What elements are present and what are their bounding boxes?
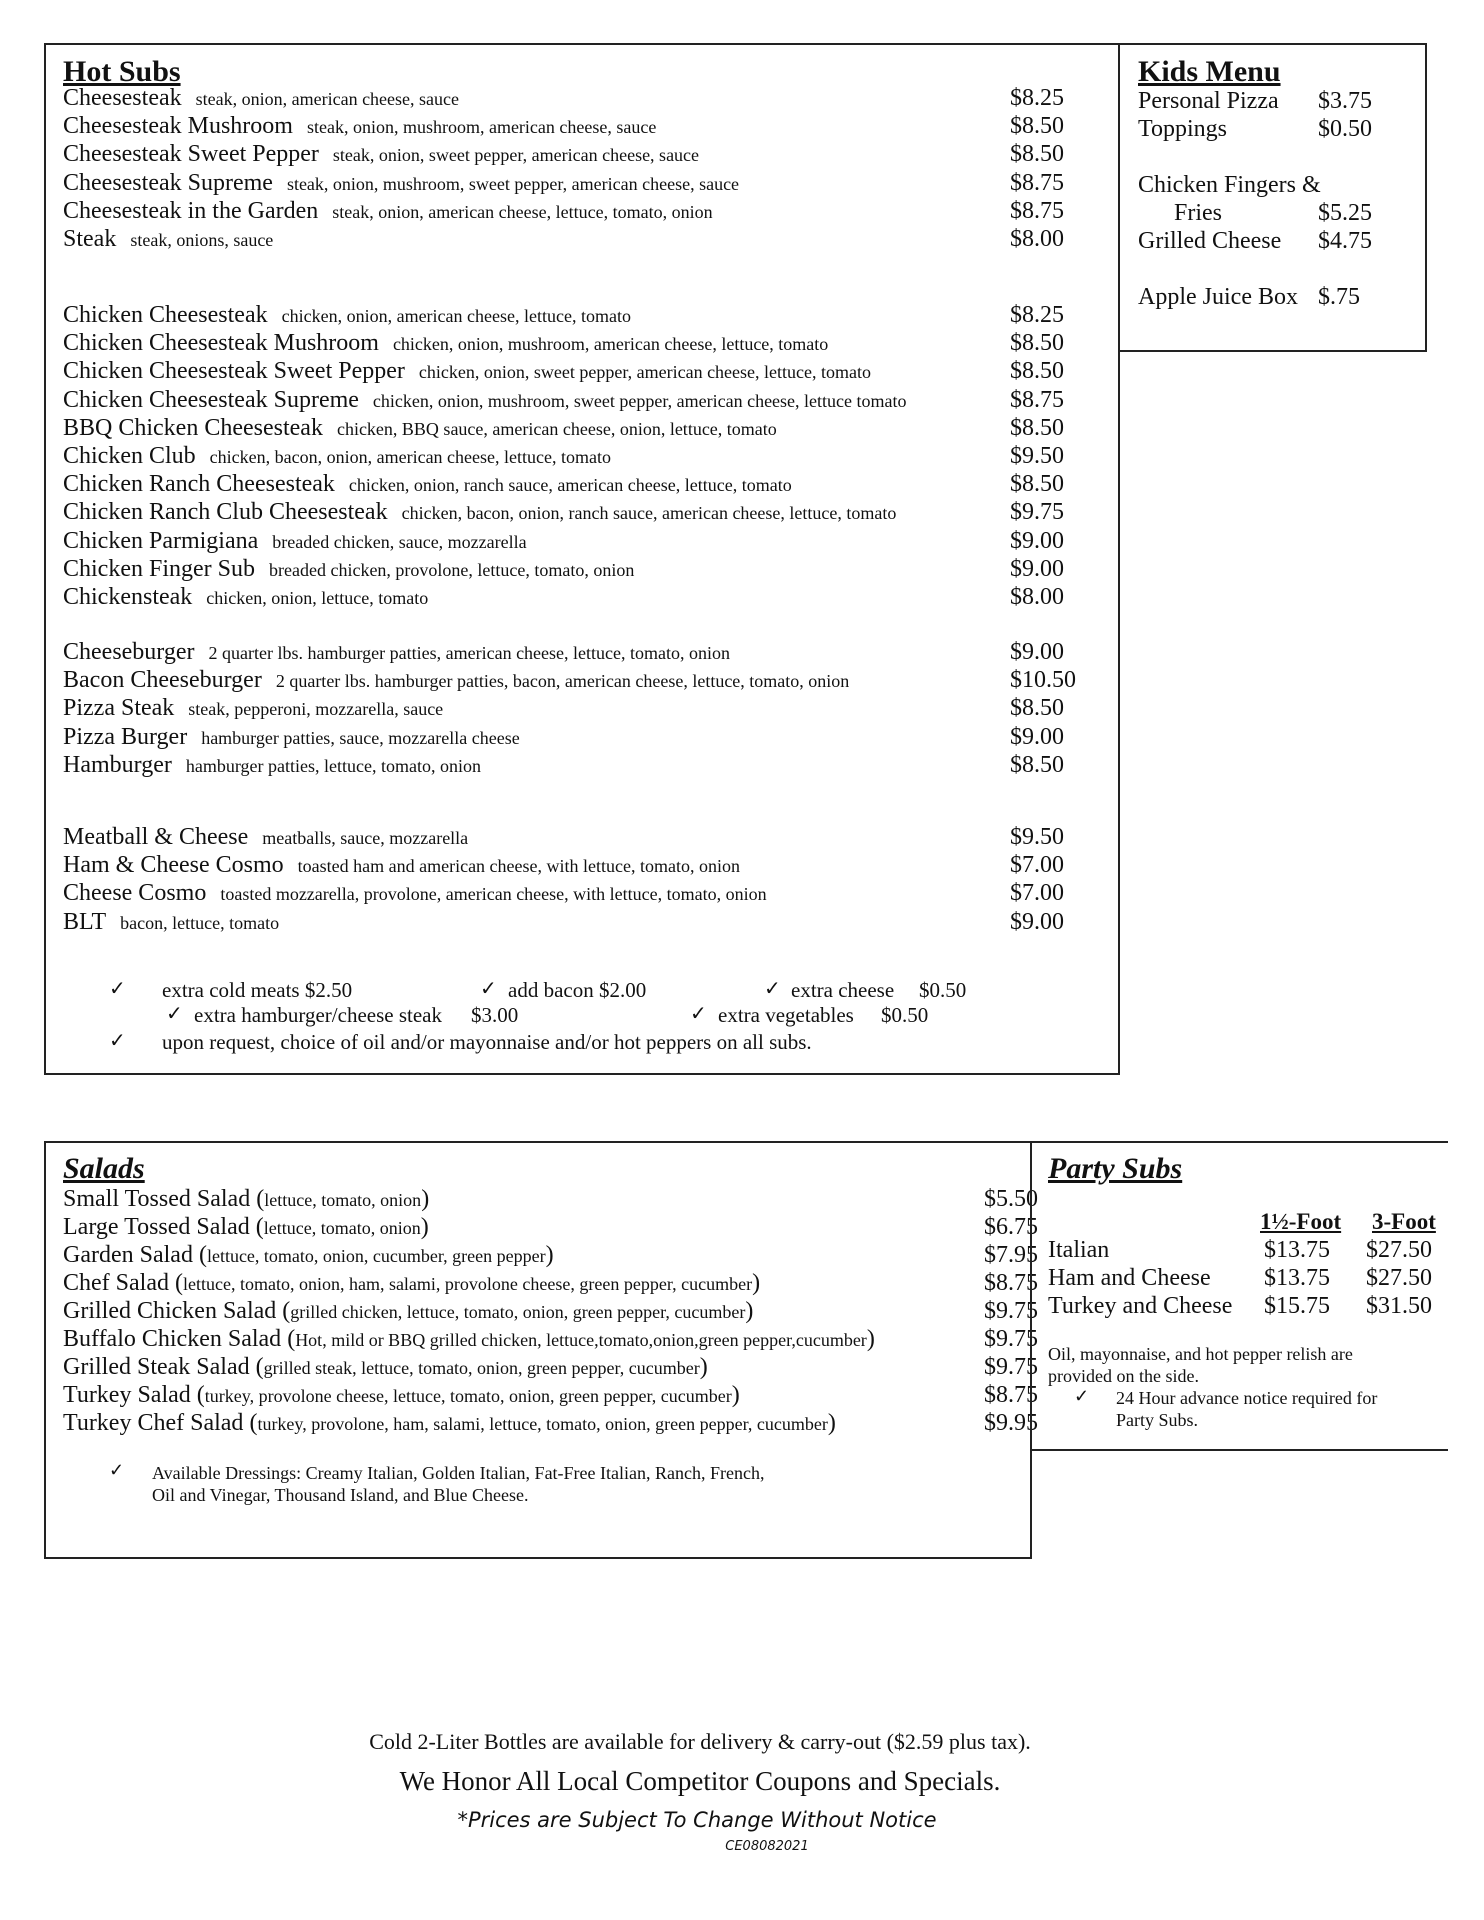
- paren: (: [190, 1382, 205, 1408]
- item-price: $9.00: [1010, 639, 1064, 665]
- item-description: chicken, onion, mushroom, american cheese, lettuce, tomato: [392, 334, 829, 355]
- menu-item-row: [63, 302, 1118, 330]
- paren: (: [250, 1186, 265, 1212]
- item-price: $8.50: [1010, 358, 1064, 385]
- party-sub-price-3-foot: $31.50: [1366, 1293, 1432, 1319]
- salad-price: $8.75: [984, 1270, 1038, 1296]
- item-name: Chicken Club: [63, 443, 196, 469]
- menu-item-row: [63, 880, 1118, 908]
- party-note-line-2: provided on the side.: [1048, 1366, 1199, 1386]
- item-price: $10.50: [1010, 667, 1076, 694]
- item-price: $9.75: [1010, 499, 1064, 526]
- salad-row: [63, 1382, 1038, 1410]
- item-price: $8.50: [1010, 414, 1064, 441]
- party-sub-name: Turkey and Cheese: [1048, 1293, 1233, 1319]
- party-advance-line-1: 24 Hour advance notice required for: [1116, 1388, 1378, 1408]
- item-price: $8.00: [1010, 584, 1064, 610]
- paren: (: [276, 1298, 291, 1324]
- item-description: bacon, lettuce, tomato: [120, 912, 280, 933]
- item-price: $9.00: [1010, 527, 1064, 554]
- salad-price: $9.75: [984, 1354, 1038, 1380]
- paren: ): [745, 1298, 754, 1324]
- menu-item-row: [63, 499, 1118, 527]
- menu-item-row: [63, 528, 1118, 556]
- item-description: steak, onion, mushroom, american cheese, sauce: [306, 117, 657, 138]
- salad-description: lettuce, tomato, onion, ham, salami, provolone cheese, green pepper, cucumber: [182, 1274, 753, 1294]
- item-name: Chicken Parmigiana: [63, 527, 259, 554]
- salad-row: [63, 1214, 1038, 1242]
- chicken-fingers-label-2: Fries: [1174, 200, 1222, 226]
- salad-row: [63, 1410, 1038, 1438]
- item-name: Cheeseburger: [63, 639, 195, 665]
- menu-item-row: [63, 85, 1118, 113]
- toppings-price: $0.50: [1318, 116, 1372, 142]
- extra-hamburger-steak-price: $3.00: [471, 1003, 519, 1027]
- item-description: toasted ham and american cheese, with lettuce, tomato, onion: [297, 856, 740, 877]
- grilled-cheese-label: Grilled Cheese: [1138, 228, 1282, 254]
- salad-name: Turkey Salad: [63, 1382, 191, 1408]
- salad-row: [63, 1354, 1038, 1382]
- salad-description: Hot, mild or BBQ grilled chicken, lettuce,tomato,onion,green pepper,cucumber: [295, 1330, 867, 1350]
- item-description: chicken, onion, lettuce, tomato: [206, 588, 429, 608]
- menu-item-row: [63, 824, 1118, 852]
- salad-price: $5.50: [984, 1186, 1038, 1212]
- salad-price: $9.75: [984, 1326, 1038, 1352]
- item-name: Pizza Burger: [63, 723, 188, 750]
- party-sub-name: Italian: [1048, 1237, 1110, 1263]
- party-sub-price-1-5-foot: $15.75: [1264, 1293, 1330, 1319]
- item-price: $7.00: [1010, 852, 1064, 879]
- paren: (: [249, 1354, 264, 1380]
- paren: (: [281, 1326, 296, 1352]
- party-subs-title: Party Subs: [1048, 1152, 1183, 1185]
- item-price: $7.00: [1010, 880, 1064, 907]
- salad-name: Small Tossed Salad: [63, 1186, 251, 1212]
- coupons-note: We Honor All Local Competitor Coupons and Specials.: [399, 1766, 1001, 1796]
- item-price: $9.50: [1010, 443, 1064, 469]
- salad-row: [63, 1270, 1038, 1298]
- salad-name: Chef Salad: [63, 1270, 169, 1296]
- item-name: Chicken Ranch Cheesesteak: [63, 471, 335, 498]
- item-description: toasted mozzarella, provolone, american cheese, with lettuce, tomato, onion: [220, 884, 767, 905]
- salad-price: $8.75: [984, 1382, 1038, 1408]
- extra-cheese-price: $0.50: [919, 978, 967, 1002]
- party-sub-price-1-5-foot: $13.75: [1264, 1237, 1330, 1263]
- salad-row: [63, 1298, 1038, 1326]
- salad-name: Garden Salad: [63, 1242, 193, 1268]
- salad-description: grilled chicken, lettuce, tomato, onion, green pepper, cucumber: [290, 1302, 746, 1322]
- salad-name: Buffalo Chicken Salad: [63, 1326, 282, 1352]
- one-and-half-foot-header: 1½-Foot: [1260, 1209, 1342, 1234]
- item-name: BLT: [63, 908, 107, 935]
- salad-price: $6.75: [984, 1214, 1038, 1240]
- menu-item-row: [63, 141, 1118, 169]
- item-name: Steak: [63, 226, 117, 252]
- item-price: $9.00: [1010, 908, 1064, 935]
- item-description: steak, onion, american cheese, sauce: [195, 89, 459, 109]
- item-description: chicken, BBQ sauce, american cheese, onion, lettuce, tomato: [336, 418, 777, 439]
- kids-menu-section: [1118, 43, 1427, 352]
- item-description: steak, onion, mushroom, sweet pepper, american cheese, sauce: [286, 173, 740, 194]
- menu-item-row: [63, 330, 1118, 358]
- menu-item-row: [63, 909, 1118, 937]
- kids-menu-title: Kids Menu: [1138, 55, 1281, 88]
- check-icon: ✓: [480, 978, 497, 1000]
- hot-subs-section: [44, 43, 1120, 1075]
- salad-description: lettuce, tomato, onion: [263, 1218, 421, 1238]
- paren: ): [827, 1410, 836, 1436]
- extra-vegetables: extra vegetables: [718, 1003, 854, 1027]
- check-icon: ✓: [166, 1003, 183, 1025]
- paren: ): [752, 1270, 761, 1296]
- prices-notice: *Prices are Subject To Change Without Notice: [457, 1808, 937, 1832]
- item-name: Cheese Cosmo: [63, 880, 207, 907]
- extra-vegetables-price: $0.50: [881, 1003, 929, 1027]
- party-subs-section: [1030, 1141, 1448, 1451]
- item-name: Cheesesteak Supreme: [63, 169, 273, 196]
- item-price: $8.25: [1010, 85, 1064, 111]
- salads-section: [44, 1141, 1038, 1559]
- item-price: $9.00: [1010, 555, 1064, 582]
- party-sub-price-1-5-foot: $13.75: [1264, 1265, 1330, 1291]
- item-description: chicken, onion, sweet pepper, american cheese, lettuce, tomato: [418, 362, 871, 383]
- check-icon: ✓: [109, 978, 126, 1000]
- item-price: $8.50: [1010, 141, 1064, 168]
- item-description: steak, onions, sauce: [130, 230, 274, 250]
- salad-price: $9.75: [984, 1298, 1038, 1324]
- item-price: $9.50: [1010, 824, 1064, 850]
- salad-price: $9.95: [984, 1410, 1038, 1436]
- item-name: Chicken Cheesesteak: [63, 302, 268, 328]
- menu-item-row: [63, 639, 1118, 667]
- extra-cold-meats: extra cold meats $2.50: [162, 978, 353, 1002]
- chicken-fingers-price: $5.25: [1318, 200, 1372, 226]
- apple-juice-label: Apple Juice Box: [1138, 284, 1298, 310]
- salad-row: [63, 1242, 1038, 1270]
- party-sub-price-3-foot: $27.50: [1366, 1265, 1432, 1291]
- menu-item-row: [63, 226, 1118, 254]
- item-description: meatballs, sauce, mozzarella: [262, 828, 469, 848]
- salad-description: grilled steak, lettuce, tomato, onion, green pepper, cucumber: [263, 1358, 700, 1378]
- item-description: steak, pepperoni, mozzarella, sauce: [188, 699, 444, 720]
- item-description: chicken, bacon, onion, american cheese, lettuce, tomato: [209, 447, 611, 467]
- item-price: $8.75: [1010, 169, 1064, 196]
- check-icon: ✓: [109, 1460, 125, 1480]
- paren: ): [699, 1354, 708, 1380]
- item-name: Cheesesteak Mushroom: [63, 113, 293, 140]
- item-description: 2 quarter lbs. hamburger patties, bacon, american cheese, lettuce, tomato, onion: [275, 671, 850, 692]
- item-price: $8.50: [1010, 751, 1064, 778]
- check-icon: ✓: [764, 978, 781, 1000]
- three-foot-header: 3-Foot: [1372, 1209, 1436, 1234]
- salad-row: [63, 1326, 1038, 1354]
- item-price: $8.50: [1010, 330, 1064, 357]
- item-description: chicken, onion, mushroom, sweet pepper, american cheese, lettuce tomato: [372, 390, 907, 411]
- extra-cheese: extra cheese: [791, 978, 895, 1002]
- item-name: Chicken Cheesesteak Sweet Pepper: [63, 358, 405, 385]
- menu-item-row: [63, 443, 1118, 471]
- item-name: Bacon Cheeseburger: [63, 667, 262, 694]
- item-price: $9.00: [1010, 723, 1064, 750]
- salad-name: Grilled Chicken Salad: [63, 1298, 277, 1324]
- grilled-cheese-price: $4.75: [1318, 228, 1372, 254]
- item-name: Hamburger: [63, 751, 172, 778]
- item-description: breaded chicken, provolone, lettuce, tomato, onion: [269, 559, 635, 580]
- paren: ): [421, 1186, 430, 1212]
- menu-item-row: [63, 358, 1118, 386]
- apple-juice-price: $.75: [1318, 284, 1360, 310]
- chicken-fingers-label: Chicken Fingers &: [1138, 172, 1321, 198]
- item-name: Chicken Finger Sub: [63, 555, 255, 582]
- salad-description: lettuce, tomato, onion, cucumber, green pepper: [206, 1246, 546, 1266]
- menu-item-row: [63, 387, 1118, 415]
- item-name: Meatball & Cheese: [63, 824, 249, 850]
- salad-description: turkey, provolone cheese, lettuce, tomato, onion, green pepper, cucumber: [204, 1386, 732, 1406]
- personal-pizza-label: Personal Pizza: [1138, 88, 1279, 114]
- item-description: chicken, onion, american cheese, lettuce, tomato: [281, 306, 631, 326]
- paren: (: [192, 1242, 207, 1268]
- toppings-label: Toppings: [1138, 116, 1227, 142]
- salad-row: [63, 1186, 1038, 1214]
- item-description: steak, onion, sweet pepper, american cheese, sauce: [332, 145, 700, 166]
- item-description: breaded chicken, sauce, mozzarella: [272, 531, 527, 552]
- menu-item-row: [63, 113, 1118, 141]
- condiments-note: upon request, choice of oil and/or mayonnaise and/or hot peppers on all subs.: [162, 1030, 812, 1054]
- salad-description: lettuce, tomato, onion: [264, 1190, 422, 1210]
- dressings-line-2: Oil and Vinegar, Thousand Island, and Blue Cheese.: [152, 1485, 529, 1505]
- item-price: $8.50: [1010, 695, 1064, 722]
- item-name: Cheesesteak in the Garden: [63, 197, 319, 224]
- personal-pizza-price: $3.75: [1318, 88, 1372, 114]
- paren: (: [168, 1270, 183, 1296]
- item-description: steak, onion, american cheese, lettuce, tomato, onion: [332, 201, 713, 222]
- menu-code: CE08082021: [725, 1839, 809, 1854]
- item-name: Cheesesteak: [63, 85, 182, 111]
- check-icon: ✓: [1074, 1386, 1090, 1406]
- item-name: Pizza Steak: [63, 695, 175, 722]
- item-name: Chicken Cheesesteak Supreme: [63, 386, 359, 413]
- salad-name: Turkey Chef Salad: [63, 1410, 244, 1436]
- dressings-line-1: Available Dressings: Creamy Italian, Golden Italian, Fat-Free Italian, Ranch, French,: [152, 1463, 765, 1483]
- check-icon: ✓: [690, 1003, 707, 1025]
- menu-item-row: [63, 170, 1118, 198]
- item-name: Chickensteak: [63, 584, 193, 610]
- paren: ): [545, 1242, 554, 1268]
- check-icon: ✓: [109, 1030, 126, 1052]
- party-note-line-1: Oil, mayonnaise, and hot pepper relish are: [1048, 1344, 1353, 1364]
- party-sub-price-3-foot: $27.50: [1366, 1237, 1432, 1263]
- item-price: $8.50: [1010, 471, 1064, 498]
- item-description: 2 quarter lbs. hamburger patties, american cheese, lettuce, tomato, onion: [208, 643, 730, 663]
- menu-item-row: [63, 471, 1118, 499]
- item-price: $8.25: [1010, 302, 1064, 328]
- menu-item-row: [63, 695, 1118, 723]
- party-sub-name: Ham and Cheese: [1048, 1265, 1211, 1291]
- item-description: hamburger patties, sauce, mozzarella cheese: [201, 727, 520, 748]
- menu-item-row: [63, 724, 1118, 752]
- salad-price: $7.95: [984, 1242, 1038, 1268]
- menu-item-row: [63, 415, 1118, 443]
- item-name: Ham & Cheese Cosmo: [63, 852, 284, 879]
- item-price: $8.75: [1010, 197, 1064, 224]
- salad-description: turkey, provolone, ham, salami, lettuce, tomato, onion, green pepper, cucumber: [257, 1414, 828, 1434]
- item-description: hamburger patties, lettuce, tomato, onion: [185, 755, 481, 776]
- party-advance-line-2: Party Subs.: [1116, 1410, 1199, 1430]
- paren: (: [249, 1214, 264, 1240]
- salad-name: Grilled Steak Salad: [63, 1354, 250, 1380]
- item-price: $8.00: [1010, 226, 1064, 252]
- menu-item-row: [63, 556, 1118, 584]
- menu-item-row: [63, 198, 1118, 226]
- bottles-note: Cold 2-Liter Bottles are available for delivery & carry-out ($2.59 plus tax).: [369, 1729, 1031, 1754]
- paren: (: [243, 1410, 258, 1436]
- item-description: chicken, bacon, onion, ranch sauce, american cheese, lettuce, tomato: [401, 503, 897, 524]
- add-bacon: add bacon $2.00: [508, 978, 647, 1002]
- item-name: Chicken Cheesesteak Mushroom: [63, 330, 379, 357]
- menu-item-row: [63, 667, 1118, 695]
- hot-subs-title: Hot Subs: [63, 55, 181, 88]
- paren: ): [866, 1326, 875, 1352]
- item-name: Chicken Ranch Club Cheesesteak: [63, 499, 388, 526]
- item-description: chicken, onion, ranch sauce, american cheese, lettuce, tomato: [348, 475, 792, 496]
- menu-item-row: [63, 752, 1118, 780]
- menu-item-row: [63, 584, 1118, 612]
- item-name: BBQ Chicken Cheesesteak: [63, 414, 323, 441]
- paren: ): [731, 1382, 740, 1408]
- salad-name: Large Tossed Salad: [63, 1214, 250, 1240]
- item-name: Cheesesteak Sweet Pepper: [63, 141, 319, 168]
- paren: ): [420, 1214, 429, 1240]
- item-price: $8.50: [1010, 113, 1064, 140]
- salads-title: Salads: [63, 1152, 145, 1185]
- menu-item-row: [63, 852, 1118, 880]
- extra-hamburger-steak: extra hamburger/cheese steak: [194, 1003, 442, 1027]
- item-price: $8.75: [1010, 386, 1064, 413]
